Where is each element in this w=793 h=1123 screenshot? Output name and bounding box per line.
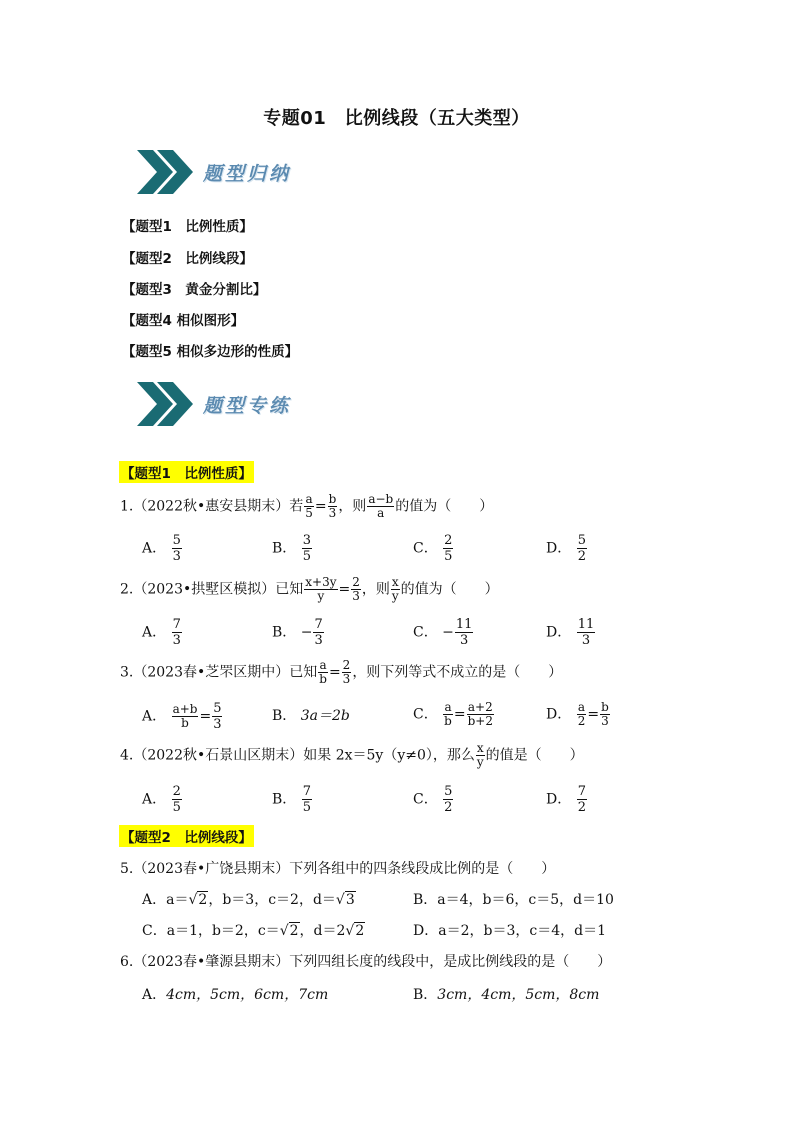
question-4: 4.（2022秋•石景山区期末）如果 2x＝5y（y≠0），那么 $\frac{x}{y}$ 的值是（ ） — [120, 741, 584, 769]
section-heading-1: 【题型1 比例性质】 — [119, 461, 254, 483]
double-chevron-icon — [135, 146, 195, 198]
q3-option-b: B． 3a＝2b — [272, 708, 350, 724]
q5-option-b: B．a＝4，b＝6，c＝5，d＝10 — [413, 892, 614, 908]
q1-option-a: A． $\frac{5}{3}$ — [142, 533, 181, 564]
q4-option-a: A． $\frac{2}{5}$ — [142, 784, 181, 815]
page-title: 专题01 比例线段（五大类型） — [263, 108, 530, 129]
question-3: 3.（2023春•芝罘区期中）已知 $\frac{a}{b}$ = $\frac{2}{3}$ ，则下列等式不成立的是（ ） — [120, 658, 563, 686]
question-6: 6.（2023春•肇源县期末）下列四组长度的线段中，是成比例线段的是（ ） — [120, 954, 612, 970]
toc-item-2: 【题型2 比例线段】 — [122, 251, 253, 267]
q5-option-a: A．a＝√2，b＝3，c＝2，d＝√3 — [142, 892, 355, 908]
question-2: 2.（2023•拱墅区模拟）已知 $\frac{x+3y}{y}$ = $\frac{2}{3}$ ，则 $\frac{x}{y}$ 的值为（ ） — [120, 575, 499, 603]
q1-option-b: B． $\frac{3}{5}$ — [272, 533, 312, 564]
q6-option-a: A．4cm，5cm，6cm，7cm — [142, 987, 329, 1003]
q6-option-b: B．3cm，4cm，5cm，8cm — [413, 987, 600, 1003]
q2-option-c: C． − $\frac{11}{3}$ — [413, 617, 473, 648]
toc-item-1: 【题型1 比例性质】 — [122, 219, 253, 235]
q4-option-b: B． $\frac{7}{5}$ — [272, 784, 312, 815]
q1-option-c: C． $\frac{2}{5}$ — [413, 533, 453, 564]
toc-item-4: 【题型4 相似图形】 — [122, 313, 245, 329]
toc-item-5: 【题型5 相似多边形的性质】 — [122, 344, 299, 360]
q5-option-c: C．a＝1，b＝2，c＝√2，d＝2√2 — [142, 923, 365, 939]
toc-item-3: 【题型3 黄金分割比】 — [122, 282, 267, 298]
banner-title: 题型专练 — [203, 395, 292, 417]
question-5: 5.（2023春•广饶县期末）下列各组中的四条线段成比例的是（ ） — [120, 861, 556, 877]
q4-option-d: D． $\frac{7}{2}$ — [546, 784, 586, 815]
q2-option-b: B． − $\frac{7}{3}$ — [272, 617, 323, 648]
banner-practice — [135, 378, 335, 430]
double-chevron-icon — [135, 378, 195, 430]
banner-title: 题型归纳 — [203, 163, 292, 185]
q3-option-a: A． $\frac{a+b}{b}$ = $\frac{5}{3}$ — [142, 701, 222, 732]
q5-option-d: D．a＝2，b＝3，c＝4，d＝1 — [413, 923, 606, 939]
q3-option-d: D． $\frac{a}{2}$ = $\frac{b}{3}$ — [546, 700, 609, 728]
q2-option-a: A． $\frac{7}{3}$ — [142, 617, 181, 648]
question-1: 1.（2022秋•惠安县期末）若 $\frac{a}{5}$ = $\frac{b}{3}$ ，则 $\frac{a-b}{a}$ 的值为（ ） — [120, 492, 494, 520]
q2-option-d: D． $\frac{11}{3}$ — [546, 617, 595, 648]
section-heading-2: 【题型2 比例线段】 — [119, 825, 254, 847]
q3-option-c: C． $\frac{a}{b}$ = $\frac{a+2}{b+2}$ — [413, 700, 493, 728]
q1-option-d: D． $\frac{5}{2}$ — [546, 533, 586, 564]
banner-question-types — [135, 146, 335, 198]
q4-option-c: C． $\frac{5}{2}$ — [413, 784, 453, 815]
